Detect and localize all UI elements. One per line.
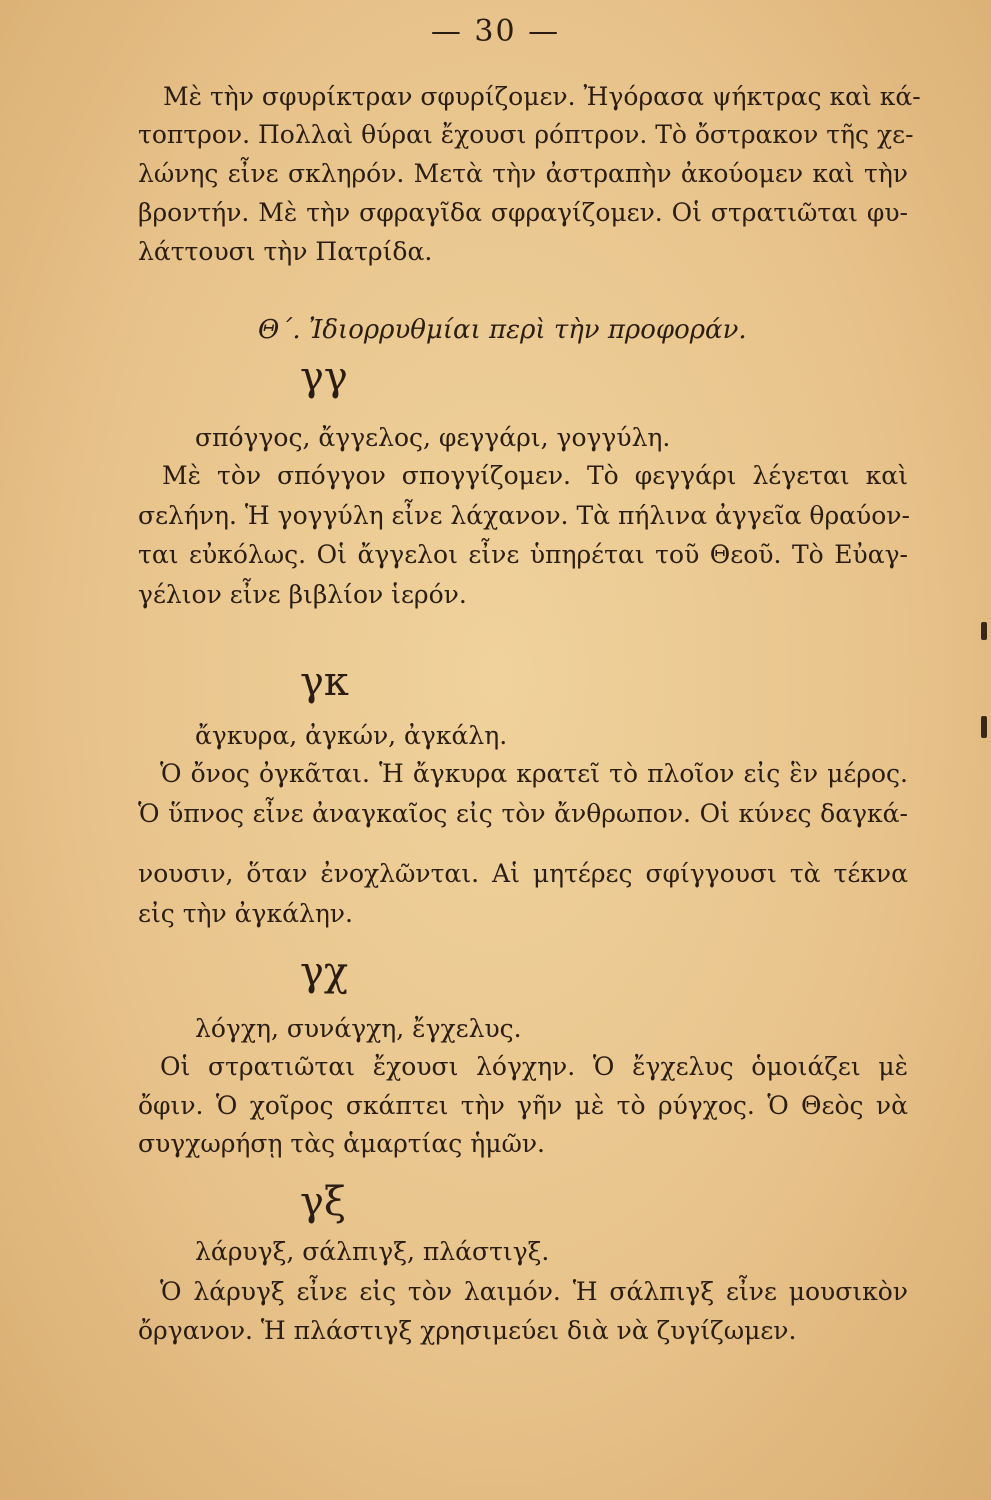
page-number: — 30 — — [430, 14, 561, 49]
text-line: λώνης εἶνε σκληρόν. Μετὰ τὴν ἀστραπὴν ἀκούομεν καὶ τὴν — [138, 159, 908, 188]
text-line: σελήνη. Ἡ γογγύλη εἶνε λάχανον. Τὰ πήλινα ἀγγεῖα θραύον- — [138, 501, 910, 530]
text-line: βροντήν. Μὲ τὴν σφραγῖδα σφραγίζομεν. Οἱ στρατιῶται φυ- — [138, 198, 908, 227]
text-line: ται εὐκόλως. Οἱ ἄγγελοι εἶνε ὑπηρέται τοῦ Θεοῦ. Τὸ Εὐαγ- — [138, 540, 908, 569]
digraph-heading: γκ — [300, 659, 349, 705]
text-line: ὄφιν. Ὁ χοῖρος σκάπτει τὴν γῆν μὲ τὸ ρύγχος. Ὁ Θεὸς νὰ — [138, 1091, 908, 1120]
word-list: ἄγκυρα, ἀγκών, ἀγκάλη. — [195, 721, 508, 750]
section-heading: Θ΄. Ἰδιορρυθμίαι περὶ τὴν προφοράν. — [258, 315, 747, 345]
text-line: Οἱ στρατιῶται ἔχουσι λόγχην. Ὁ ἔγχελυς ὁμοιάζει μὲ — [160, 1052, 908, 1081]
text-line: Ὁ ὄνος ὀγκᾶται. Ἡ ἄγκυρα κρατεῖ τὸ πλοῖον εἰς ἓν μέρος. — [160, 759, 908, 788]
word-list: λόγχη, συνάγχη, ἔγχελυς. — [195, 1014, 522, 1043]
word-list: σπόγγος, ἄγγελος, φεγγάρι, γογγύλη. — [195, 423, 671, 452]
page-edge-mark — [981, 622, 987, 640]
digraph-heading: γγ — [300, 354, 348, 400]
text-line: τοπτρον. Πολλαὶ θύραι ἔχουσι ρόπτρον. Τὸ ὄστρακον τῆς χε- — [138, 120, 914, 149]
text-line: Μὲ τὸν σπόγγον σπογγίζομεν. Τὸ φεγγάρι λέγεται καὶ — [162, 461, 908, 490]
text-line: συγχωρήσῃ τὰς ἁμαρτίας ἡμῶν. — [138, 1129, 545, 1158]
text-line: Ὁ λάρυγξ εἶνε εἰς τὸν λαιμόν. Ἡ σάλπιγξ εἶνε μουσικὸν — [160, 1277, 908, 1306]
text-line: νουσιν, ὅταν ἐνοχλῶνται. Αἱ μητέρες σφίγγουσι τὰ τέκνα — [138, 859, 908, 888]
text-line: Ὁ ὕπνος εἶνε ἀναγκαῖος εἰς τὸν ἄνθρωπον. Οἱ κύνες δαγκά- — [138, 799, 908, 828]
page-edge-mark — [981, 716, 987, 738]
text-line: Μὲ τὴν σφυρίκτραν σφυρίζομεν. Ἠγόρασα ψήκτρας καὶ κά- — [163, 82, 921, 111]
text-line: λάττουσι τὴν Πατρίδα. — [138, 237, 433, 266]
digraph-heading: γξ — [300, 1179, 346, 1225]
text-line: γέλιον εἶνε βιβλίον ἱερόν. — [138, 580, 467, 609]
text-line: εἰς τὴν ἀγκάλην. — [138, 899, 353, 928]
word-list: λάρυγξ, σάλπιγξ, πλάστιγξ. — [195, 1237, 550, 1266]
digraph-heading: γχ — [300, 949, 349, 995]
text-line: ὄργανον. Ἡ πλάστιγξ χρησιμεύει διὰ νὰ ζυγίζωμεν. — [138, 1316, 797, 1345]
